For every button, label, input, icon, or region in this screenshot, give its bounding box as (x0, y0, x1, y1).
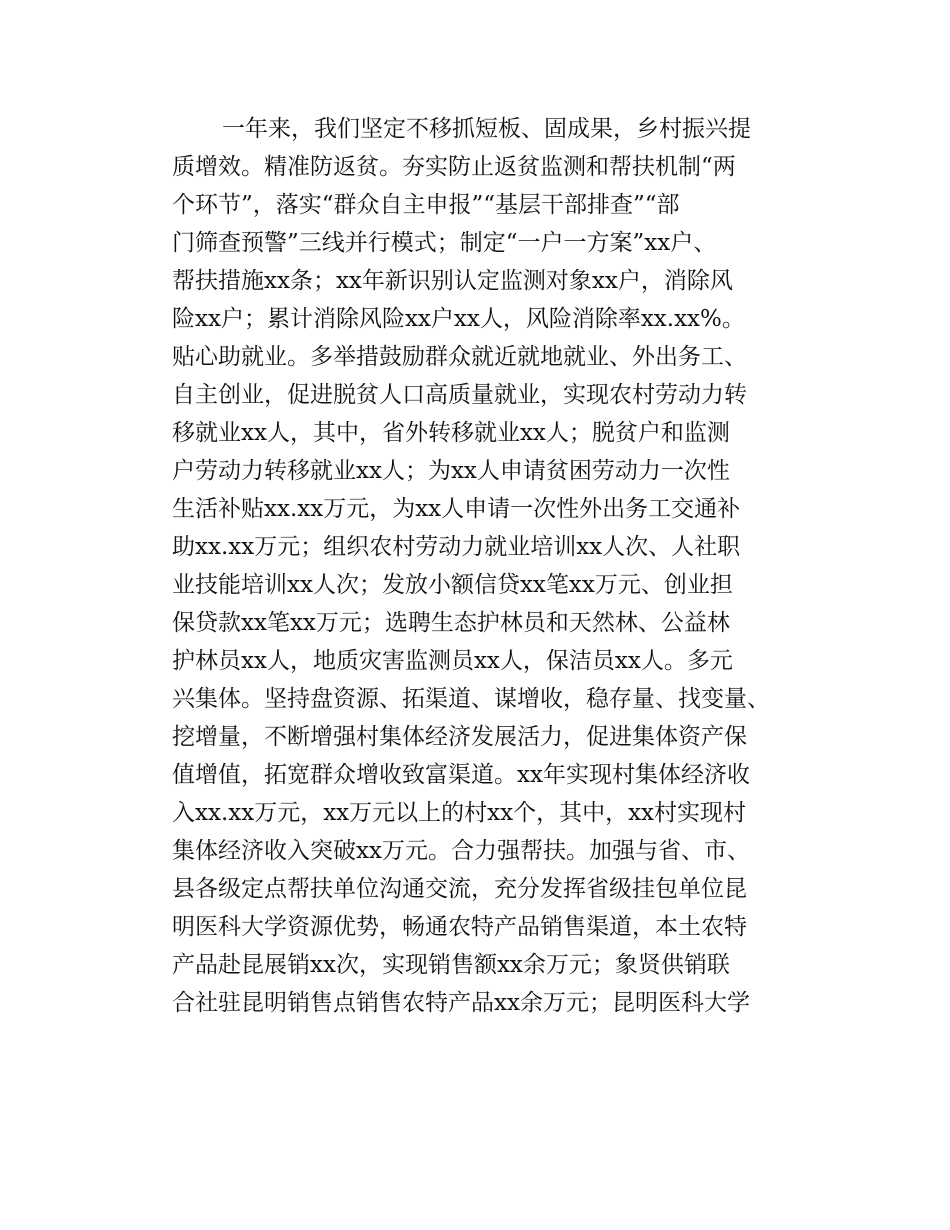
text-line-8: 自主创业，促进脱贫人口高质量就业，实现农村劳动力转 (172, 382, 747, 408)
text-line-6: 险xx户；累计消除风险xx户xx人，风险消除率xx.xx%。 (172, 306, 745, 332)
text-line-20: 集体经济收入突破xx万元。合力强帮扶。加强与省、市、 (172, 838, 750, 864)
text-line-2: 质增效。精准防返贫。夯实防止返贫监测和帮扶机制“两 (172, 154, 736, 180)
text-line-17: 挖增量，不断增强村集体经济发展活力，促进集体资产保 (172, 724, 747, 750)
text-line-9: 移就业xx人，其中，省外转移就业xx人；脱贫户和监测 (172, 420, 730, 446)
text-line-14: 保贷款xx笔xx万元；选聘生态护林员和天然林、公益林 (172, 610, 730, 636)
text-line-19: 入xx.xx万元，xx万元以上的村xx个，其中，xx村实现村 (172, 800, 747, 826)
text-line-4: 门筛查预警”三线并行模式；制定“一户一方案”xx户、 (172, 230, 717, 256)
text-line-21: 县各级定点帮扶单位沟通交流，充分发挥省级挂包单位昆 (172, 876, 747, 902)
body-paragraph (172, 110, 822, 1022)
text-line-16: 兴集体。坚持盘资源、拓渠道、谋增收，稳存量、找变量、 (172, 686, 770, 712)
text-line-10: 户劳动力转移就业xx人；为xx人申请贫困劳动力一次性 (172, 458, 730, 484)
text-line-15: 护林员xx人，地质灾害监测员xx人，保洁员xx人。多元 (172, 648, 733, 674)
text-line-1: 一年来，我们坚定不移抓短板、固成果，乡村振兴提 (222, 116, 751, 142)
text-line-18: 值增值，拓宽群众增收致富渠道。xx年实现村集体经济收 (172, 762, 750, 788)
text-line-24: 合社驻昆明销售点销售农特产品xx余万元；昆明医科大学 (172, 990, 750, 1016)
text-line-5: 帮扶措施xx条；xx年新识别认定监测对象xx户，消除风 (172, 268, 733, 294)
text-line-12: 助xx.xx万元；组织农村劳动力就业培训xx人次、人社职 (172, 534, 741, 560)
text-line-23: 产品赴昆展销xx次，实现销售额xx余万元；象贤供销联 (172, 952, 730, 978)
text-line-11: 生活补贴xx.xx万元，为xx人申请一次性外出务工交通补 (172, 496, 741, 522)
text-line-22: 明医科大学资源优势，畅通农特产品销售渠道，本土农特 (172, 914, 747, 940)
text-line-3: 个环节”，落实“群众自主申报”“基层干部排查”“部 (172, 192, 680, 218)
text-line-7: 贴心助就业。多举措鼓励群众就近就地就业、外出务工、 (172, 344, 747, 370)
text-line-13: 业技能培训xx人次；发放小额信贷xx笔xx万元、创业担 (172, 572, 733, 598)
